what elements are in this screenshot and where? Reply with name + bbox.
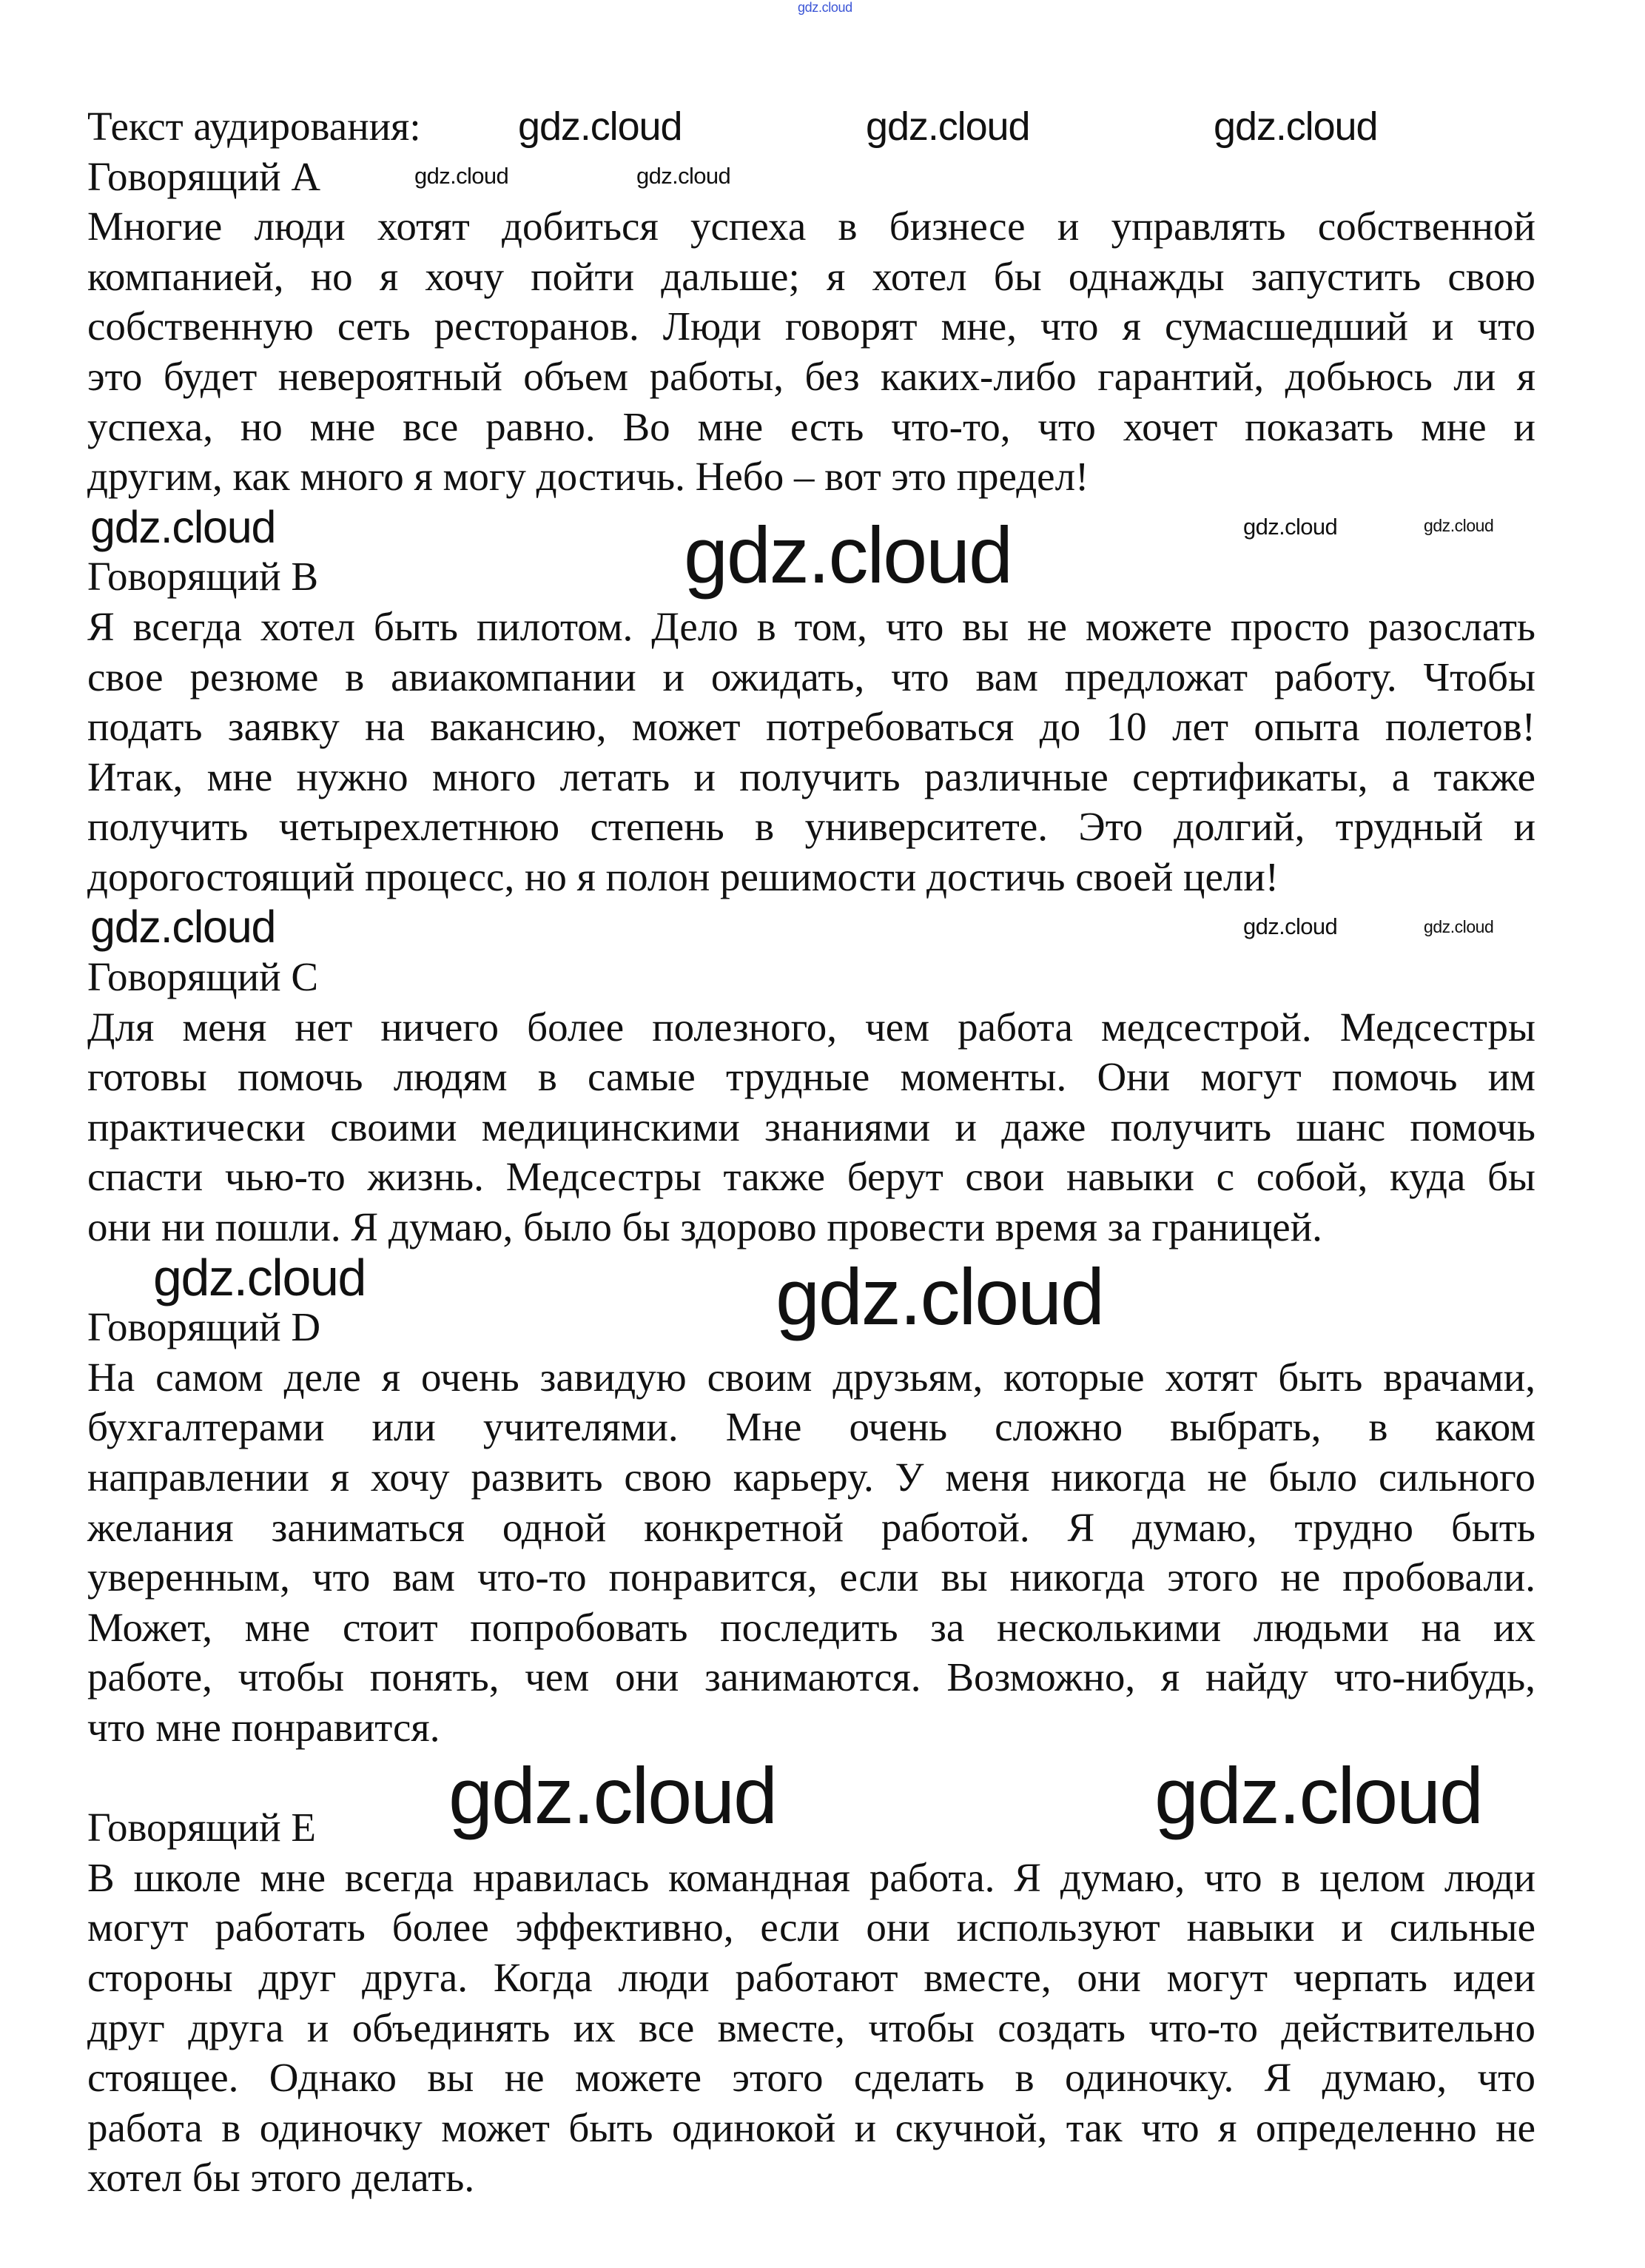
watermark: gdz.cloud [518,104,682,149]
watermark: gdz.cloud [684,510,1012,600]
paragraph-line: направлении я хочу развить свою карьеру. У меня никогда не было сильного [87,1455,1535,1500]
paragraph-line: Итак, мне нужно много летать и получить различные сертификаты, а также [87,754,1535,799]
watermark: gdz.cloud [1243,913,1338,939]
watermark: gdz.cloud [1154,1751,1482,1840]
paragraph-line: работе, чтобы понять, чем они занимаются. Возможно, я найду что-нибудь, [87,1654,1535,1700]
speaker-heading: Говорящий D [87,1304,321,1350]
paragraph-line: другим, как много я могу достичь. Небо – вот это предел! [87,454,1089,500]
paragraph-line: работа в одиночку может быть одинокой и скучной, так что я определенно не [87,2104,1535,2150]
paragraph-line: бухгалтерами или учителями. Мне очень сложно выбрать, в каком [87,1404,1535,1450]
speaker-heading: Говорящий E [87,1805,316,1851]
paragraph-line: получить четырехлетнюю степень в университете. Это долгий, трудный и [87,804,1535,850]
paragraph-line: подать заявку на вакансию, может потребоваться до 10 лет опыта полетов! [87,704,1535,750]
paragraph-line: могут работать более эффективно, если они используют навыки и сильные [87,1905,1535,1950]
paragraph-line: свое резюме в авиакомпании и ожидать, что вам предложат работу. Чтобы [87,654,1535,699]
paragraph-line: они ни пошли. Я думаю, было бы здорово провести время за границей. [87,1204,1322,1250]
paragraph-line: собственную сеть ресторанов. Люди говорят мне, что я сумасшедший и что [87,303,1535,349]
paragraph-line: стоящее. Однако вы не можете этого сделать в одиночку. Я думаю, что [87,2055,1535,2101]
watermark: gdz.cloud [1424,917,1494,936]
watermark: gdz.cloud [798,0,852,15]
paragraph-line: желания заниматься одной конкретной работой. Я думаю, трудно быть [87,1504,1535,1550]
watermark: gdz.cloud [448,1751,776,1840]
paragraph-line: спасти чью-то жизнь. Медсестры также берут свои навыки с собой, куда бы [87,1154,1535,1200]
paragraph-line: В школе мне всегда нравилась командная работа. Я думаю, что в целом люди [87,1854,1535,1900]
speaker-heading: Говорящий C [87,954,319,1000]
speaker-heading: Говорящий B [87,554,319,600]
listening-transcript [87,101,1535,2203]
watermark: gdz.cloud [1424,516,1494,535]
watermark: gdz.cloud [90,502,276,552]
paragraph-line: готовы помочь людям в самые трудные моменты. Они могут помочь им [87,1054,1535,1100]
paragraph-line: компанией, но я хочу пойти дальше; я хотел бы однажды запустить свою [87,253,1535,299]
document-title: Текст аудирования: [87,104,421,149]
paragraph-line: Для меня нет ничего более полезного, чем работа медсестрой. Медсестры [87,1004,1535,1050]
paragraph-line: друг друга и объединять их все вместе, чтобы создать что-то действительно [87,2004,1535,2050]
paragraph-line: что мне понравится. [87,1705,440,1750]
paragraph-line: стороны друг друга. Когда люди работают вместе, они могут черпать идеи [87,1954,1535,2000]
paragraph-line: хотел бы этого делать. [87,2155,475,2201]
watermark: gdz.cloud [866,104,1030,149]
paragraph-line: уверенным, что вам что-то понравится, если вы никогда этого не пробовали. [87,1554,1535,1600]
paragraph-line: Может, мне стоит попробовать последить за несколькими людьми на их [87,1604,1535,1650]
paragraph-line: дорогостоящий процесс, но я полон решимости достичь своей цели! [87,853,1279,899]
speaker-heading: Говорящий A [87,153,321,199]
watermark: gdz.cloud [1243,514,1338,540]
watermark: gdz.cloud [1214,104,1378,149]
paragraph-line: это будет невероятный объем работы, без каких-либо гарантий, добьюсь ли я [87,353,1535,399]
watermark: gdz.cloud [90,902,276,952]
watermark: gdz.cloud [153,1249,366,1306]
paragraph-line: На самом деле я очень завидую своим друзьям, которые хотят быть врачами, [87,1354,1535,1400]
watermark: gdz.cloud [636,163,731,189]
watermark: gdz.cloud [414,163,509,189]
paragraph-line: практически своими медицинскими знаниями и даже получить шанс помочь [87,1104,1535,1150]
watermark: gdz.cloud [776,1252,1103,1341]
paragraph-line: Многие люди хотят добиться успеха в бизнесе и управлять собственной [87,204,1535,249]
paragraph-line: Я всегда хотел быть пилотом. Дело в том, что вы не можете просто разослать [87,603,1535,649]
paragraph-line: успеха, но мне все равно. Во мне есть что-то, что хочет показать мне и [87,403,1535,449]
